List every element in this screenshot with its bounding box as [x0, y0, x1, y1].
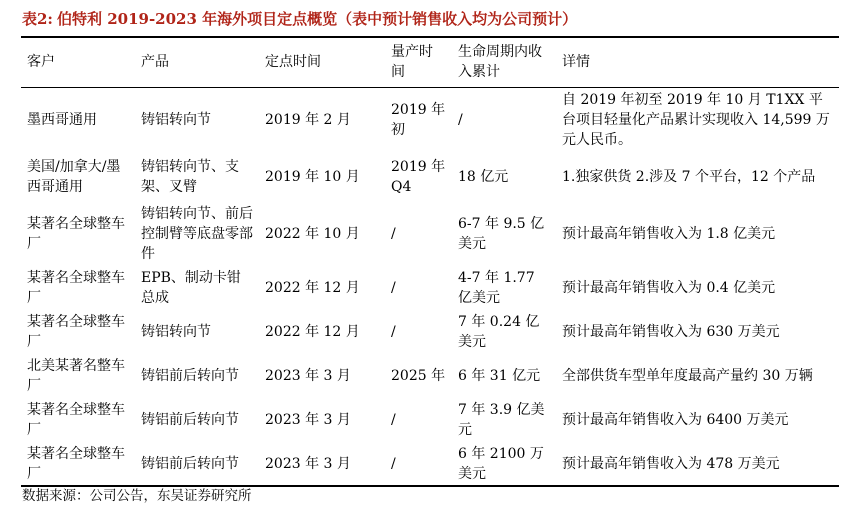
cell-product: EPB、制动卡钳总成 — [141, 270, 241, 306]
cell-award-date: 2022 年 12 月 — [265, 324, 360, 340]
cell-production-start: 2019 年初 — [391, 101, 446, 138]
cell-award-date: 2023 年 3 月 — [265, 455, 351, 472]
cell-award-date: 2022 年 10 月 — [265, 226, 360, 242]
header-product: 产品 — [141, 54, 169, 71]
cell-product: 铸铝前后转向节 — [141, 412, 239, 428]
cell-product: 铸铝转向节 — [141, 111, 211, 128]
cell-customer: 某著名全球整车厂 — [27, 216, 125, 252]
cell-lifetime-revenue: 4-7 年 1.77 亿美元 — [458, 270, 535, 306]
cell-production-start: / — [391, 280, 396, 296]
cell-customer: 某著名全球整车厂 — [27, 445, 125, 482]
header-customer: 客户 — [27, 54, 55, 71]
cell-lifetime-revenue: 6-7 年 9.5 亿美元 — [458, 216, 545, 252]
cell-customer: 某著名全球整车厂 — [27, 270, 125, 306]
cell-customer: 北美某著名整车厂 — [27, 358, 125, 394]
data-source-note: 数据来源：公司公告，东吴证券研究所 — [22, 488, 252, 504]
header-lifetime-revenue: 生命周期内收入累计 — [458, 44, 542, 81]
table-row — [21, 398, 839, 442]
cell-award-date: 2019 年 2 月 — [265, 111, 351, 128]
cell-production-start: / — [391, 455, 396, 472]
cell-product: 铸铝转向节、支架、叉臂 — [141, 159, 239, 195]
cell-lifetime-revenue: 18 亿元 — [458, 169, 509, 185]
cell-production-start: / — [391, 324, 396, 340]
header-award-date: 定点时间 — [265, 54, 321, 71]
cell-details: 预计最高年销售收入为 6400 万美元 — [562, 412, 789, 428]
cell-lifetime-revenue: 6 年 31 亿元 — [458, 368, 541, 384]
header-production-start: 量产时间 — [391, 44, 433, 81]
cell-details: 预计最高年销售收入为 478 万美元 — [562, 455, 780, 472]
cell-details: 自 2019 年初至 2019 年 10 月 T1XX 平台项目轻量化产品累计实现收入 14,599 万元人民币。 — [562, 91, 830, 148]
table-number: 表2: — [22, 10, 53, 28]
table-row — [21, 310, 839, 354]
table-row — [21, 354, 839, 398]
cell-award-date: 2023 年 3 月 — [265, 368, 351, 384]
cell-award-date: 2023 年 3 月 — [265, 412, 351, 428]
cell-details: 预计最高年销售收入为 1.8 亿美元 — [562, 226, 776, 242]
table-row — [21, 442, 839, 486]
cell-customer: 某著名全球整车厂 — [27, 402, 125, 438]
table-row — [21, 202, 839, 266]
table-row — [21, 152, 839, 202]
cell-production-start: 2025 年 — [391, 368, 446, 384]
cell-details: 全部供货车型单年度最高产量约 30 万辆 — [562, 368, 813, 384]
cell-product: 铸铝前后转向节 — [141, 455, 239, 472]
table-title: 伯特利 2019-2023 年海外项目定点概览（表中预计销售收入均为公司预计） — [56, 10, 578, 28]
cell-details: 预计最高年销售收入为 630 万美元 — [562, 324, 780, 340]
cell-production-start: 2019 年 Q4 — [391, 159, 446, 195]
cell-details: 预计最高年销售收入为 0.4 亿美元 — [562, 280, 776, 296]
cell-lifetime-revenue: 7 年 3.9 亿美元 — [458, 402, 545, 438]
table-row — [21, 87, 839, 152]
table-header-row — [21, 37, 839, 87]
table-caption — [22, 8, 577, 29]
cell-customer: 某著名全球整车厂 — [27, 314, 125, 350]
cell-production-start: / — [391, 412, 396, 428]
cell-product: 铸铝转向节、前后控制臂等底盘零部件 — [141, 206, 253, 262]
cell-lifetime-revenue: / — [458, 111, 463, 128]
cell-customer: 美国/加拿大/墨西哥通用 — [27, 159, 121, 195]
cell-product: 铸铝前后转向节 — [141, 368, 239, 384]
cell-production-start: / — [391, 226, 396, 242]
cell-lifetime-revenue: 7 年 0.24 亿美元 — [458, 314, 540, 350]
table-row — [21, 266, 839, 310]
cell-customer: 墨西哥通用 — [27, 111, 97, 128]
cell-lifetime-revenue: 6 年 2100 万美元 — [458, 445, 544, 482]
cell-product: 铸铝转向节 — [141, 324, 211, 340]
cell-details: 1.独家供货 2.涉及 7 个平台，12 个产品 — [562, 169, 816, 185]
cell-award-date: 2022 年 12 月 — [265, 280, 360, 296]
header-details: 详情 — [562, 54, 590, 71]
overseas-projects-table — [21, 36, 839, 487]
cell-award-date: 2019 年 10 月 — [265, 169, 360, 185]
